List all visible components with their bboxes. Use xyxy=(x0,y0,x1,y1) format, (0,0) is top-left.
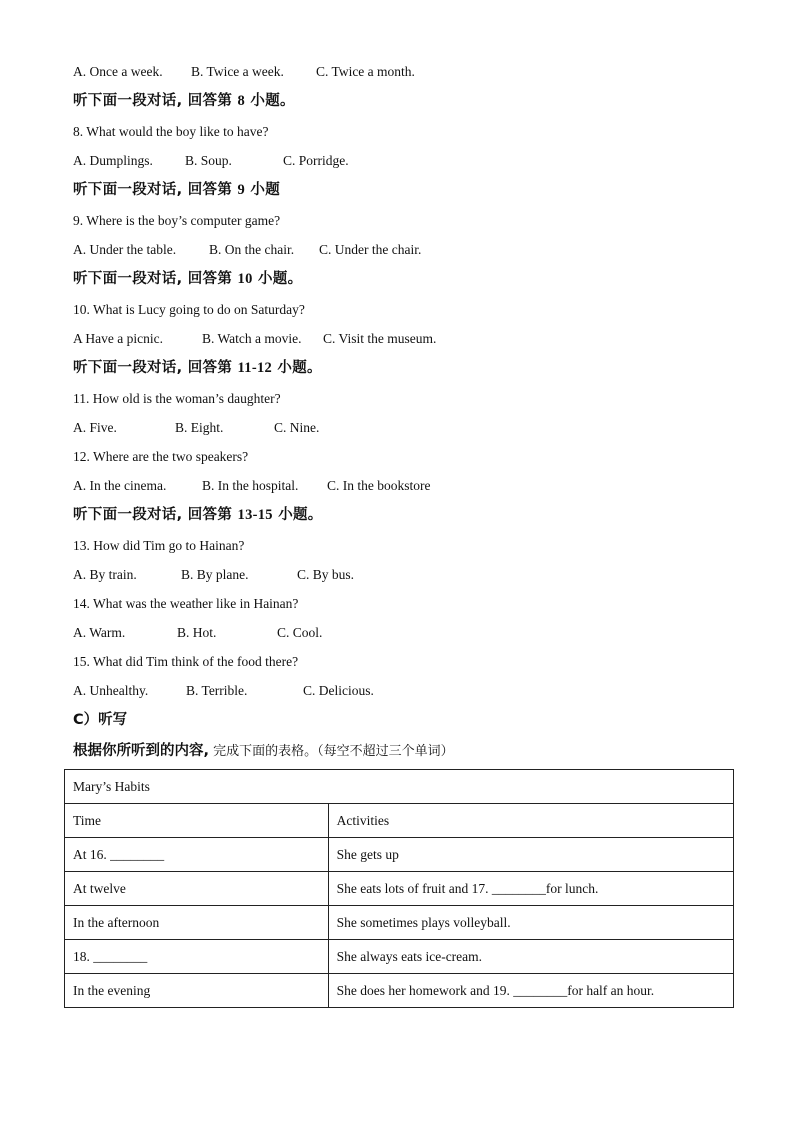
q15-option-a: A. Unhealthy. xyxy=(73,683,149,698)
activity-cell: She gets up xyxy=(328,838,733,872)
time-cell: In the evening xyxy=(65,974,329,1008)
q10-question: 10. What is Lucy going to do on Saturday? xyxy=(73,302,305,317)
activity-cell: She sometimes plays volleyball. xyxy=(328,906,733,940)
q8-option-a: A. Dumplings. xyxy=(73,153,153,168)
heading-q10-post: 小题。 xyxy=(252,271,303,287)
q9-option-c: C. Under the chair. xyxy=(319,242,422,257)
q11-question: 11. How old is the woman’s daughter? xyxy=(73,391,281,406)
q8-question: 8. What would the boy like to have? xyxy=(73,124,269,139)
heading-q8-pre: 听下面一段对话, 回答第 xyxy=(73,93,238,109)
q14-question: 14. What was the weather like in Hainan? xyxy=(73,596,299,611)
activity-cell: She eats lots of fruit and 17. ________for lunch. xyxy=(328,872,733,906)
q7-option-a: A. Once a week. xyxy=(73,64,163,79)
activity-cell: She always eats ice-cream. xyxy=(328,940,733,974)
q15-question: 15. What did Tim think of the food there? xyxy=(73,654,299,669)
q14-option-b: B. Hot. xyxy=(177,625,217,640)
table-row xyxy=(65,940,734,974)
q9-option-b: B. On the chair. xyxy=(209,242,295,257)
heading-q11-pre: 听下面一段对话, 回答第 xyxy=(73,360,238,376)
q11-option-b: B. Eight. xyxy=(175,420,224,435)
q7-option-b: B. Twice a week. xyxy=(191,64,284,79)
heading-q10-pre: 听下面一段对话, 回答第 xyxy=(73,271,238,287)
q12-option-b: B. In the hospital. xyxy=(202,478,299,493)
heading-q9-pre: 听下面一段对话, 回答第 xyxy=(73,182,238,198)
heading-q10 xyxy=(73,270,302,288)
q8-option-b: B. Soup. xyxy=(185,153,232,168)
q10-option-b: B. Watch a movie. xyxy=(202,331,302,346)
q10-option-a: A Have a picnic. xyxy=(73,331,163,346)
table-header-row xyxy=(65,804,734,838)
q15-option-b: B. Terrible. xyxy=(186,683,248,698)
table-row xyxy=(65,974,734,1008)
section-c-title: C）听写 xyxy=(73,712,128,728)
q8-option-c: C. Porridge. xyxy=(283,153,349,168)
header-time: Time xyxy=(65,804,329,838)
q15-option-c: C. Delicious. xyxy=(303,683,374,698)
time-cell: At twelve xyxy=(65,872,329,906)
heading-q11-num: 11-12 xyxy=(237,360,273,376)
q12-option-a: A. In the cinema. xyxy=(73,478,167,493)
heading-q11-post: 小题。 xyxy=(272,360,322,376)
q11-option-a: A. Five. xyxy=(73,420,117,435)
instruction-light: 完成下面的表格。（每空不超过三个单词） xyxy=(209,744,454,759)
table-row xyxy=(65,872,734,906)
heading-q9 xyxy=(73,181,280,199)
q7-option-c: C. Twice a month. xyxy=(316,64,415,79)
q9-question: 9. Where is the boy’s computer game? xyxy=(73,213,281,228)
q10-option-c: C. Visit the museum. xyxy=(323,331,437,346)
heading-q11-12 xyxy=(73,359,322,377)
section-c-instruction xyxy=(73,742,454,761)
heading-q13-num: 13-15 xyxy=(237,507,273,523)
heading-q13-pre: 听下面一段对话, 回答第 xyxy=(73,507,238,523)
heading-q13-post: 小题。 xyxy=(272,507,323,523)
heading-q9-num: 9 xyxy=(237,182,246,198)
q12-question: 12. Where are the two speakers? xyxy=(73,449,249,464)
time-cell: 18. ________ xyxy=(65,940,329,974)
q13-option-b: B. By plane. xyxy=(181,567,249,582)
q14-option-a: A. Warm. xyxy=(73,625,126,640)
heading-q8 xyxy=(73,92,295,110)
header-activities: Activities xyxy=(328,804,733,838)
heading-q9-post: 小题 xyxy=(245,182,281,198)
activity-cell: She does her homework and 19. ________for half an hour. xyxy=(328,974,733,1008)
instruction-bold: 根据你所听到的内容, xyxy=(73,743,210,759)
q13-question: 13. How did Tim go to Hainan? xyxy=(73,538,245,553)
habits-table xyxy=(64,769,734,1008)
q14-option-c: C. Cool. xyxy=(277,625,323,640)
q13-option-a: A. By train. xyxy=(73,567,137,582)
heading-q10-num: 10 xyxy=(237,271,253,287)
q13-option-c: C. By bus. xyxy=(297,567,355,582)
q12-option-c: C. In the bookstore xyxy=(327,478,431,493)
q9-option-a: A. Under the table. xyxy=(73,242,177,257)
table-row xyxy=(65,906,734,940)
heading-q8-post: 小题。 xyxy=(245,93,295,109)
table-title-row xyxy=(65,770,734,804)
time-cell: At 16. ________ xyxy=(65,838,329,872)
table-title: Mary’s Habits xyxy=(65,770,734,804)
q11-option-c: C. Nine. xyxy=(274,420,320,435)
heading-q13-15 xyxy=(73,506,323,524)
time-cell: In the afternoon xyxy=(65,906,329,940)
heading-q8-num: 8 xyxy=(237,93,246,109)
table-row xyxy=(65,838,734,872)
